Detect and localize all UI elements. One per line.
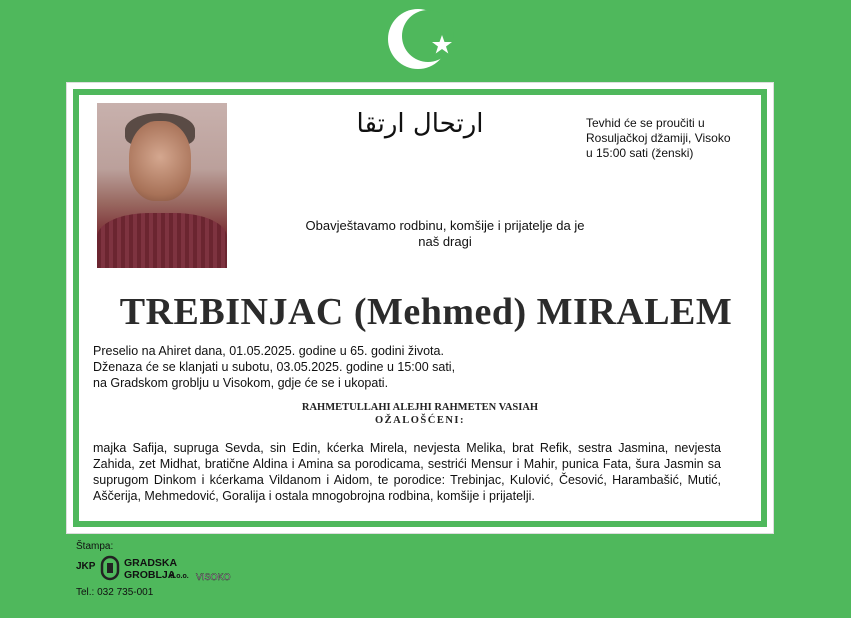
deceased-name: TREBINJAC (Mehmed) MIRALEM <box>119 291 733 333</box>
printer-label: Štampa: <box>76 541 114 552</box>
mourners-heading: OŽALOŠĆENI: <box>374 415 465 426</box>
arabic-calligraphy-text: ارتحال ارتقا <box>356 109 484 139</box>
tevhid-line: u 15:00 sati (ženski) <box>586 146 694 160</box>
printer-doo: d.o.o. <box>170 573 189 580</box>
printer-city: VISOKO <box>196 572 231 582</box>
deceased-photo <box>97 103 227 268</box>
gradska-groblja-logo-icon <box>100 555 120 581</box>
crescent-star-icon <box>388 6 458 72</box>
arabic-calligraphy <box>340 98 500 148</box>
printer-name-line1: GRADSKA <box>124 557 178 569</box>
details-line: Dženaza će se klanjati u subotu, 03.05.2025. godine u 15:00 sati, <box>93 360 456 374</box>
rahmet-line: RAHMETULLAHI ALEJHI RAHMETEN VASIAH <box>301 402 539 413</box>
intro-text <box>300 218 590 250</box>
printer-name-line2: GROBLJA <box>124 569 176 581</box>
printer-jkp: JKP <box>76 561 96 572</box>
tevhid-line: Tevhid će se proučiti u <box>586 116 705 130</box>
details-line: na Gradskom groblju u Visokom, gdje će se i ukopati. <box>93 376 389 390</box>
rahmet-heading <box>250 401 590 427</box>
details-line: Preselio na Ahiret dana, 01.05.2025. godine u 65. godini života. <box>93 344 444 358</box>
tevhid-notice <box>586 116 736 161</box>
death-details <box>93 343 513 391</box>
intro-line: Obavještavamo rodbinu, komšije i prijatelje da je <box>305 218 585 233</box>
intro-line: naš dragi <box>418 234 472 249</box>
tevhid-line: Rosuljačkoj džamiji, Visoko <box>586 131 731 145</box>
family-list: majka Safija, supruga Sevda, sin Edin, kćerka Mirela, nevjesta Melika, brat Refik, sestra Jasmina, nevjesta Zahida, zet Midhat, bratične Aldina i Amina sa porodicama, sestrići Mensur i Mahir, punica Fata, šura Jasmin sa suprugom Dinkom i kćerkama Vildanom i Aidom, te porodice: Trebinjac, Kulović, Česović, Harambašić, Mutić, Aščerija, Mehmedović, Goralija i ostala mnogobrojna rodbina, komšije i prijatelji. <box>93 441 721 503</box>
printer-phone: Tel.: 032 735-001 <box>76 587 154 598</box>
